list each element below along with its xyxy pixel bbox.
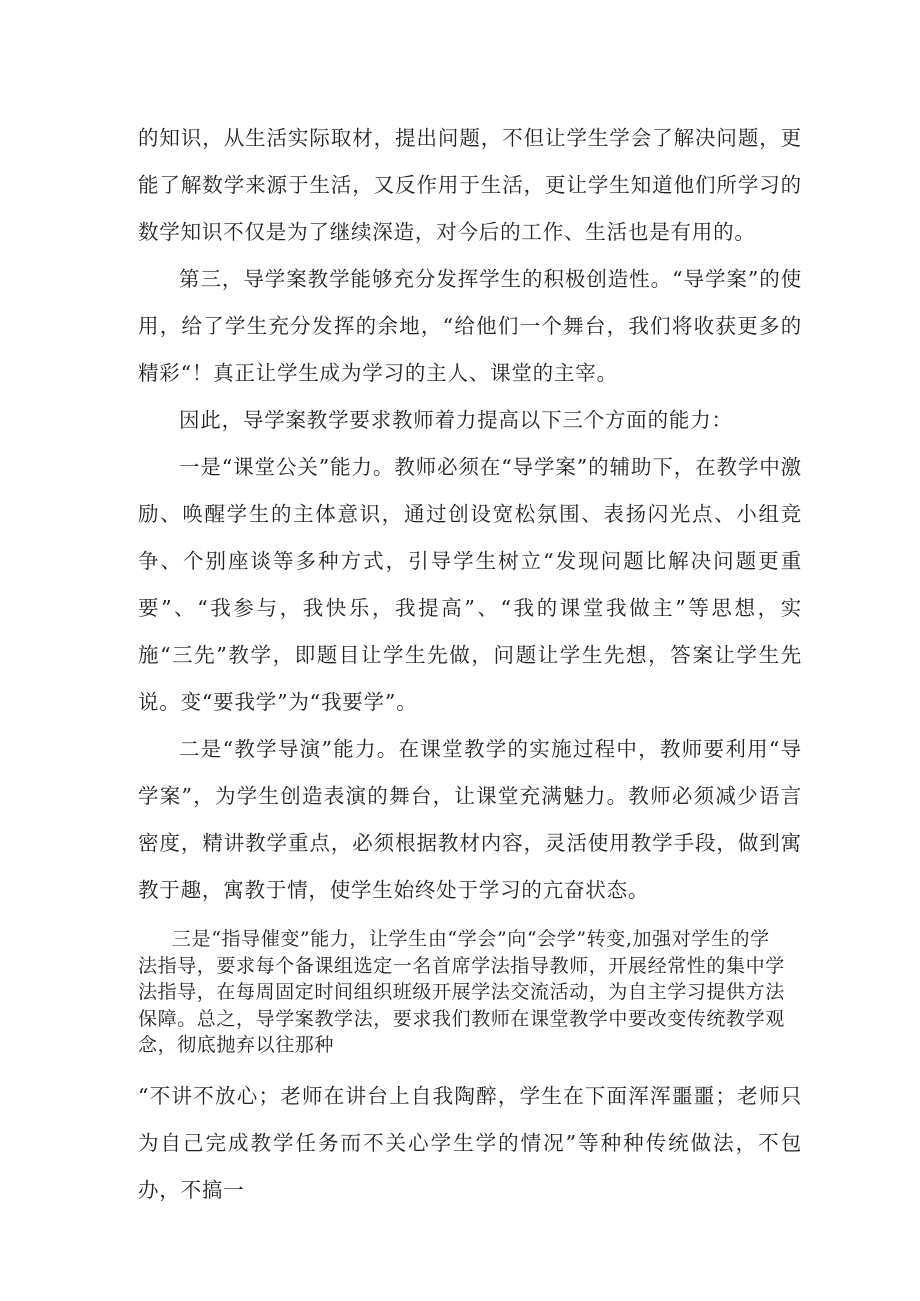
paragraph-traditional-practices: “不讲不放心；老师在讲台上自我陶醉，学生在下面浑浑噩噩；老师只为自己完成教学任务而不关心学生学的情况”等种种传统做法，不包办，不搞一 — [138, 1083, 802, 1202]
paragraph-ability-three: 三是“指导催变”能力，让学生由“学会”向“会学”转变,加强对学生的学法指导，要求每个备课组选定一名首席学法指导教师，开展经常性的集中学法指导，在每周固定时间组织班级开展学法交流活动，为自主学习提供方法保障。总之，导学案教学法，要求我们教师在课堂教学中要改变传统教学观念，彻底抛弃以往那种 — [138, 928, 785, 1056]
paragraph-ability-two: 二是“教学导演”能力。在课堂教学的实施过程中，教师要利用“导学案”，为学生创造表演的舞台，让课堂充满魅力。教师必须减少语言密度，精讲教学重点，必须根据教材内容，灵活使用教学手段，做到寓教于趣，寓教于情，使学生始终处于学习的亢奋状态。 — [138, 737, 802, 902]
paragraph-continuation: 的知识，从生活实际取材，提出问题，不但让学生学会了解决问题，更能了解数学来源于生活，又反作用于生活，更让学生知道他们所学习的数学知识不仅是为了继续深造，对今后的工作、生活也是有用的。 — [138, 126, 802, 244]
document-page — [138, 115, 802, 1214]
paragraph-ability-one: 一是“课堂公关”能力。教师必须在“导学案”的辅助下，在教学中激励、唤醒学生的主体意识，通过创设宽松氛围、表扬闪光点、小组竞争、个别座谈等多种方式，引导学生树立“发现问题比解决问题更重要”、“我参与，我快乐，我提高”、“我的课堂我做主”等思想，实施“三先”教学，即题目让学生先做，问题让学生先想，答案让学生先说。变“要我学”为“我要学”。 — [138, 455, 802, 714]
paragraph-third-point: 第三，导学案教学能够充分发挥学生的积极创造性。“导学案”的使用，给了学生充分发挥的余地，“给他们一个舞台，我们将收获更多的精彩“！真正让学生成为学习的主人、课堂的主宰。 — [138, 267, 802, 385]
paragraph-therefore: 因此，导学案教学要求教师着力提高以下三个方面的能力： — [179, 408, 733, 432]
